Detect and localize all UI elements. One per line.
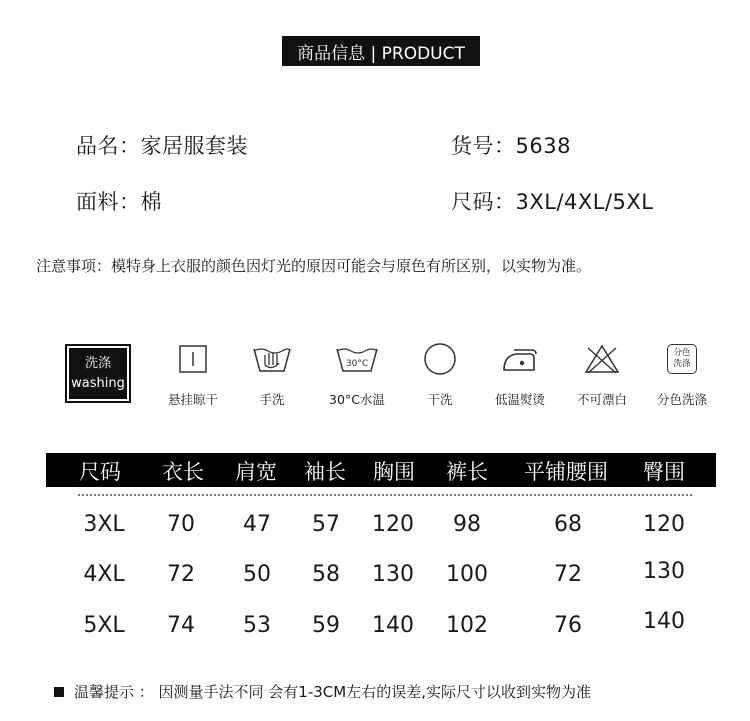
size-table-header: [46, 453, 716, 487]
cell-hip: 120: [643, 512, 685, 537]
care-label: 分色洗涤: [656, 392, 707, 407]
care-item-hand-wash: [230, 342, 314, 408]
cell-hip: 140: [643, 609, 685, 634]
hang-dry-icon: [151, 342, 235, 376]
cell-pants-length: 102: [446, 613, 488, 638]
care-item-low-iron: [478, 342, 562, 408]
cell-length: 74: [167, 613, 195, 638]
cell-sleeve: 58: [312, 562, 340, 587]
cell-length: 72: [167, 562, 195, 587]
header-size: 尺码: [79, 460, 121, 484]
svg-text:30°C: 30°C: [345, 359, 369, 369]
product-fabric: [76, 186, 162, 216]
cell-waist: 72: [554, 562, 582, 587]
no-bleach-icon: [560, 342, 644, 376]
badge-line-2: 洗涤: [673, 359, 691, 369]
cell-shoulder: 50: [243, 562, 271, 587]
care-item-separate-wash: [640, 342, 724, 408]
care-label: 不可漂白: [576, 392, 627, 407]
fabric-label: 面料：: [76, 190, 141, 214]
care-label: 低温熨烫: [494, 392, 545, 407]
care-label: 手洗: [259, 392, 285, 407]
notice-text: 注意事项：模特身上衣服的颜色因灯光的原因可能会与原色有所区别，以实物为准。: [36, 257, 592, 275]
cell-shoulder: 47: [243, 512, 271, 537]
cell-chest: 120: [372, 512, 414, 537]
separate-wash-icon: [640, 342, 724, 376]
cell-waist: 76: [554, 613, 582, 638]
measurement-tip: [54, 681, 591, 702]
header-waist: 平铺腰围: [524, 460, 608, 484]
table-divider: [78, 494, 692, 496]
cell-pants-length: 100: [446, 562, 488, 587]
cell-hip: 130: [643, 559, 685, 584]
care-label: 悬挂晾干: [167, 392, 218, 407]
low-iron-icon: [478, 342, 562, 376]
badge-line-1: 分色: [673, 348, 691, 358]
care-item-dry-clean: [398, 342, 482, 408]
care-item-wash-30: [315, 342, 399, 408]
bullet-square: [54, 687, 64, 697]
cell-size: 4XL: [83, 562, 125, 587]
dry-clean-icon: [398, 342, 482, 376]
product-code: [451, 130, 571, 160]
product-code-value: 5638: [515, 134, 571, 158]
washing-badge-zh: 洗涤: [84, 355, 111, 371]
product-name-value: 家居服套装: [140, 134, 248, 158]
size-value: 3XL/4XL/5XL: [515, 190, 654, 214]
washing-badge-en: washing: [71, 375, 125, 391]
cell-shoulder: 53: [243, 613, 271, 638]
header-sleeve: 袖长: [304, 460, 346, 484]
header-shoulder: 肩宽: [235, 460, 277, 484]
cell-length: 70: [167, 512, 195, 537]
cell-size: 3XL: [83, 512, 125, 537]
header-pants-length: 裤长: [446, 460, 488, 484]
care-label: 干洗: [427, 392, 453, 407]
cell-chest: 130: [372, 562, 414, 587]
cell-sleeve: 59: [312, 613, 340, 638]
cell-waist: 68: [554, 512, 582, 537]
product-name-label: 品名：: [76, 134, 141, 158]
tip-text: 温馨提示 ： 因测量手法不同 会有1-3CM左右的误差,实际尺寸以收到实物为准: [74, 683, 591, 701]
washing-badge: [66, 345, 130, 402]
size-label: 尺码：: [451, 190, 516, 214]
header-length: 衣长: [162, 460, 204, 484]
product-name: [76, 130, 248, 160]
care-label: 30°C水温: [329, 392, 385, 407]
wash-30-icon: [315, 342, 399, 376]
cell-size: 5XL: [83, 613, 125, 638]
product-sizes: [451, 186, 654, 216]
cell-pants-length: 98: [453, 512, 481, 537]
section-title: 商品信息 | PRODUCT: [282, 36, 480, 66]
care-item-hang-dry: [151, 342, 235, 408]
fabric-value: 棉: [140, 190, 162, 214]
header-chest: 胸围: [373, 460, 415, 484]
hand-wash-icon: [230, 342, 314, 376]
product-code-label: 货号：: [451, 134, 516, 158]
cell-chest: 140: [372, 613, 414, 638]
separate-wash-badge: [667, 344, 697, 374]
care-item-no-bleach: [560, 342, 644, 408]
cell-sleeve: 57: [312, 512, 340, 537]
header-hip: 臀围: [643, 460, 685, 484]
